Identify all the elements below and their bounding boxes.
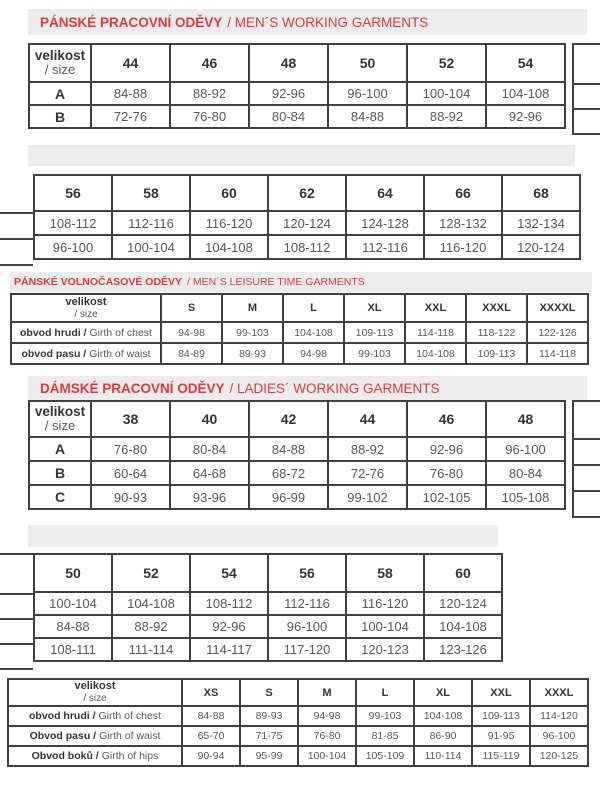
section-title-ladies-working (28, 376, 587, 400)
size-header-cell: 46 (170, 44, 249, 82)
size-header-cell: M (222, 294, 283, 322)
section-title-czech: DÁMSKÉ PRACOVNÍ ODĚVY (40, 380, 225, 396)
value-cell: 99-103 (222, 322, 283, 343)
size-header-cell: 44 (328, 401, 407, 437)
value-cell: 105-108 (486, 485, 565, 509)
size-header-row (29, 44, 565, 82)
value-cell: 104-108 (424, 615, 502, 638)
value-cell: 114-118 (527, 343, 588, 364)
value-cell: 95-99 (240, 746, 298, 766)
cut-row (0, 555, 33, 595)
value-cell: 92-96 (249, 82, 328, 105)
value-cell: 65-70 (182, 726, 240, 746)
cut-row (574, 402, 600, 440)
value-cell: 91-95 (472, 726, 530, 746)
section-title-czech: PÁNSKÉ VOLNOČASOVÉ ODĚVY (14, 276, 183, 288)
value-cell: 114-120 (530, 706, 588, 726)
value-cell: 105-109 (356, 746, 414, 766)
value-cell: 88-92 (328, 437, 407, 461)
value-cell: 90-93 (91, 485, 170, 509)
size-header-cell: 48 (249, 44, 328, 82)
row-label-cell: A (29, 82, 91, 105)
section-title-english: / LADIES´ WORKING GARMENTS (229, 380, 440, 396)
value-cell: 109-113 (466, 343, 527, 364)
value-cell: 112-116 (112, 211, 190, 235)
value-cell: 114-117 (190, 638, 268, 661)
value-cell: 108-112 (34, 211, 112, 235)
value-cell: 92-96 (486, 105, 565, 128)
section-title-czech: PÁNSKÉ PRACOVNÍ ODĚVY (40, 14, 223, 30)
value-cell: 86-90 (414, 726, 472, 746)
value-cell: 120-125 (530, 746, 588, 766)
size-header-cell: 42 (249, 401, 328, 437)
ladies-measurements-table (7, 678, 589, 767)
size-header-cell: 44 (91, 44, 170, 82)
value-cell: 123-126 (424, 638, 502, 661)
cut-row (0, 240, 33, 264)
size-header-cell: XS (182, 679, 240, 706)
row-label-czech: Obvod pasu / (29, 730, 97, 742)
value-cell: 112-116 (268, 592, 346, 615)
size-header-row (29, 401, 565, 437)
value-cell: 104-108 (405, 343, 466, 364)
value-cell: 104-108 (190, 235, 268, 259)
cut-row (0, 645, 33, 668)
size-header-cell: XXL (472, 679, 530, 706)
cut-row (574, 492, 600, 516)
size-header-row (8, 679, 588, 706)
row-label-cell (11, 322, 161, 343)
value-cell: 124-128 (346, 211, 424, 235)
value-cell: 111-114 (112, 638, 190, 661)
value-cell: 99-103 (356, 706, 414, 726)
row-label-cell (8, 726, 182, 746)
value-cell: 89-93 (222, 343, 283, 364)
section-title-mens-leisure (10, 272, 592, 292)
mens-working-sizes-table-1 (28, 43, 566, 129)
value-cell: 94-98 (283, 343, 344, 364)
value-cell: 100-104 (298, 746, 356, 766)
cut-row (574, 45, 600, 85)
value-cell: 112-116 (346, 235, 424, 259)
value-cell: 110-114 (414, 746, 472, 766)
value-cell: 104-108 (283, 322, 344, 343)
value-cell: 108-112 (190, 592, 268, 615)
value-cell: 99-103 (344, 343, 405, 364)
size-header-cell: 62 (268, 175, 346, 211)
value-cell: 88-92 (170, 82, 249, 105)
value-cell: 72-76 (91, 105, 170, 128)
cut-row (574, 85, 600, 110)
table-row (11, 343, 588, 364)
value-cell: 116-120 (190, 211, 268, 235)
value-cell: 99-102 (328, 485, 407, 509)
value-cell: 116-120 (424, 235, 502, 259)
value-cell: 76-80 (170, 105, 249, 128)
table-edge-cut (0, 553, 33, 670)
row-label-cell: B (29, 105, 91, 128)
value-cell: 108-112 (268, 235, 346, 259)
value-cell: 102-105 (407, 485, 486, 509)
value-cell: 116-120 (346, 592, 424, 615)
ladies-working-sizes-table-2 (33, 553, 503, 662)
value-cell: 96-100 (530, 726, 588, 746)
value-cell: 100-104 (346, 615, 424, 638)
size-label-header-cell (29, 44, 91, 82)
size-header-cell: L (356, 679, 414, 706)
value-cell: 76-80 (298, 726, 356, 746)
table-row (29, 437, 565, 461)
size-header-cell: 52 (112, 554, 190, 592)
value-cell: 104-108 (486, 82, 565, 105)
value-cell: 72-76 (328, 461, 407, 485)
size-label-header-cell (29, 401, 91, 437)
row-label-english: Girth of hips (101, 750, 159, 762)
value-cell: 76-80 (91, 437, 170, 461)
header-label-czech: velikost (34, 47, 86, 63)
size-header-cell: S (240, 679, 298, 706)
size-header-cell: 52 (407, 44, 486, 82)
value-cell: 68-72 (249, 461, 328, 485)
size-header-cell: 54 (486, 44, 565, 82)
cut-row (0, 595, 33, 620)
value-cell: 114-118 (405, 322, 466, 343)
size-header-cell: XL (414, 679, 472, 706)
table-row (8, 726, 588, 746)
table-row (29, 105, 565, 128)
value-cell: 92-96 (407, 437, 486, 461)
header-label-czech: velikost (65, 295, 107, 308)
value-cell: 90-94 (182, 746, 240, 766)
table-row (29, 485, 565, 509)
value-cell: 94-98 (161, 322, 222, 343)
value-cell: 117-120 (268, 638, 346, 661)
row-label-czech: obvod pasu / (21, 347, 87, 360)
row-label-czech: obvod hrudi / (20, 326, 87, 339)
mens-leisure-sizes-table (10, 293, 589, 365)
size-header-row (34, 554, 502, 592)
size-header-cell: 48 (486, 401, 565, 437)
header-label-czech: velikost (34, 403, 86, 419)
header-label-english: / size (44, 418, 76, 434)
value-cell: 120-124 (502, 235, 580, 259)
value-cell: 132-134 (502, 211, 580, 235)
size-header-cell: M (298, 679, 356, 706)
value-cell: 76-80 (407, 461, 486, 485)
size-header-cell: 50 (328, 44, 407, 82)
cut-row (0, 214, 33, 240)
value-cell: 88-92 (407, 105, 486, 128)
value-cell: 96-100 (328, 82, 407, 105)
row-label-cell: B (29, 461, 91, 485)
value-cell: 122-126 (527, 322, 588, 343)
value-cell: 100-104 (112, 235, 190, 259)
table-row (34, 235, 580, 259)
mens-working-sizes-table-2 (33, 174, 581, 260)
value-cell: 60-64 (91, 461, 170, 485)
value-cell: 96-99 (249, 485, 328, 509)
size-header-cell: 56 (268, 554, 346, 592)
value-cell: 120-124 (268, 211, 346, 235)
header-label-english: / size (44, 62, 76, 78)
row-label-english: Girth of waist (99, 730, 161, 742)
size-header-row (11, 294, 588, 322)
table-row (11, 322, 588, 343)
value-cell: 109-113 (472, 706, 530, 726)
value-cell: 104-108 (414, 706, 472, 726)
size-header-cell: 64 (346, 175, 424, 211)
value-cell: 120-124 (424, 592, 502, 615)
row-label-czech: Obvod boků / (31, 750, 99, 762)
size-header-cell: 50 (34, 554, 112, 592)
size-header-cell: 58 (346, 554, 424, 592)
value-cell: 92-96 (190, 615, 268, 638)
size-header-cell: 58 (112, 175, 190, 211)
size-header-cell: XXL (405, 294, 466, 322)
value-cell: 100-104 (407, 82, 486, 105)
size-header-cell: 60 (424, 554, 502, 592)
size-header-cell: XL (344, 294, 405, 322)
value-cell: 128-132 (424, 211, 502, 235)
value-cell: 84-88 (249, 437, 328, 461)
header-label-czech: velikost (74, 680, 116, 693)
section-title-english: / MEN´S LEISURE TIME GARMENTS (187, 276, 365, 288)
value-cell: 84-88 (91, 82, 170, 105)
size-header-cell: 68 (502, 175, 580, 211)
size-header-cell: 60 (190, 175, 268, 211)
row-label-cell: A (29, 437, 91, 461)
size-header-row (34, 175, 580, 211)
value-cell: 118-122 (466, 322, 527, 343)
size-header-cell: 56 (34, 175, 112, 211)
table-row (34, 615, 502, 638)
row-label-english: Girth of waist (89, 347, 151, 360)
cut-row (574, 110, 600, 133)
size-header-cell: XXXL (466, 294, 527, 322)
table-row (8, 746, 588, 766)
value-cell: 115-119 (472, 746, 530, 766)
size-header-cell: 40 (170, 401, 249, 437)
table-row (34, 638, 502, 661)
row-label-cell (8, 706, 182, 726)
value-cell: 100-104 (34, 592, 112, 615)
section-divider-bar (28, 525, 498, 547)
value-cell: 104-108 (112, 592, 190, 615)
value-cell: 64-68 (170, 461, 249, 485)
size-header-cell: 46 (407, 401, 486, 437)
value-cell: 80-84 (486, 461, 565, 485)
size-header-cell: XXXL (530, 679, 588, 706)
table-row (29, 461, 565, 485)
section-divider-bar (28, 145, 575, 166)
value-cell: 93-96 (170, 485, 249, 509)
size-header-cell: 54 (190, 554, 268, 592)
size-label-header-cell (11, 294, 161, 322)
table-edge-cut (572, 400, 600, 518)
section-title-mens-working (28, 9, 587, 35)
value-cell: 81-85 (356, 726, 414, 746)
size-header-cell: 66 (424, 175, 502, 211)
value-cell: 88-92 (112, 615, 190, 638)
header-label-english: / size (74, 308, 98, 320)
ladies-working-sizes-table-1 (28, 400, 566, 510)
size-label-header-cell (8, 679, 182, 706)
table-row (34, 592, 502, 615)
value-cell: 84-88 (182, 706, 240, 726)
value-cell: 109-113 (344, 322, 405, 343)
value-cell: 108-111 (34, 638, 112, 661)
row-label-cell (11, 343, 161, 364)
value-cell: 96-100 (486, 437, 565, 461)
value-cell: 80-84 (170, 437, 249, 461)
section-title-english: / MEN´S WORKING GARMENTS (227, 14, 429, 30)
size-header-cell: 38 (91, 401, 170, 437)
row-label-cell (8, 746, 182, 766)
value-cell: 71-75 (240, 726, 298, 746)
table-edge-cut (572, 43, 600, 135)
size-header-cell: S (161, 294, 222, 322)
value-cell: 80-84 (249, 105, 328, 128)
cut-row (574, 440, 600, 466)
row-label-czech: obvod hrudi / (29, 710, 96, 722)
header-label-english: / size (83, 693, 107, 705)
size-header-cell: L (283, 294, 344, 322)
value-cell: 120-123 (346, 638, 424, 661)
cut-row (574, 466, 600, 492)
value-cell: 84-88 (328, 105, 407, 128)
row-label-cell: C (29, 485, 91, 509)
table-edge-cut (0, 212, 33, 266)
value-cell: 84-89 (161, 343, 222, 364)
table-row (8, 706, 588, 726)
value-cell: 94-98 (298, 706, 356, 726)
row-label-english: Girth of chest (89, 326, 152, 339)
table-row (29, 82, 565, 105)
row-label-english: Girth of chest (98, 710, 161, 722)
value-cell: 96-100 (268, 615, 346, 638)
value-cell: 84-88 (34, 615, 112, 638)
value-cell: 89-93 (240, 706, 298, 726)
value-cell: 96-100 (34, 235, 112, 259)
table-row (34, 211, 580, 235)
size-header-cell: XXXXL (527, 294, 588, 322)
cut-row (0, 620, 33, 645)
